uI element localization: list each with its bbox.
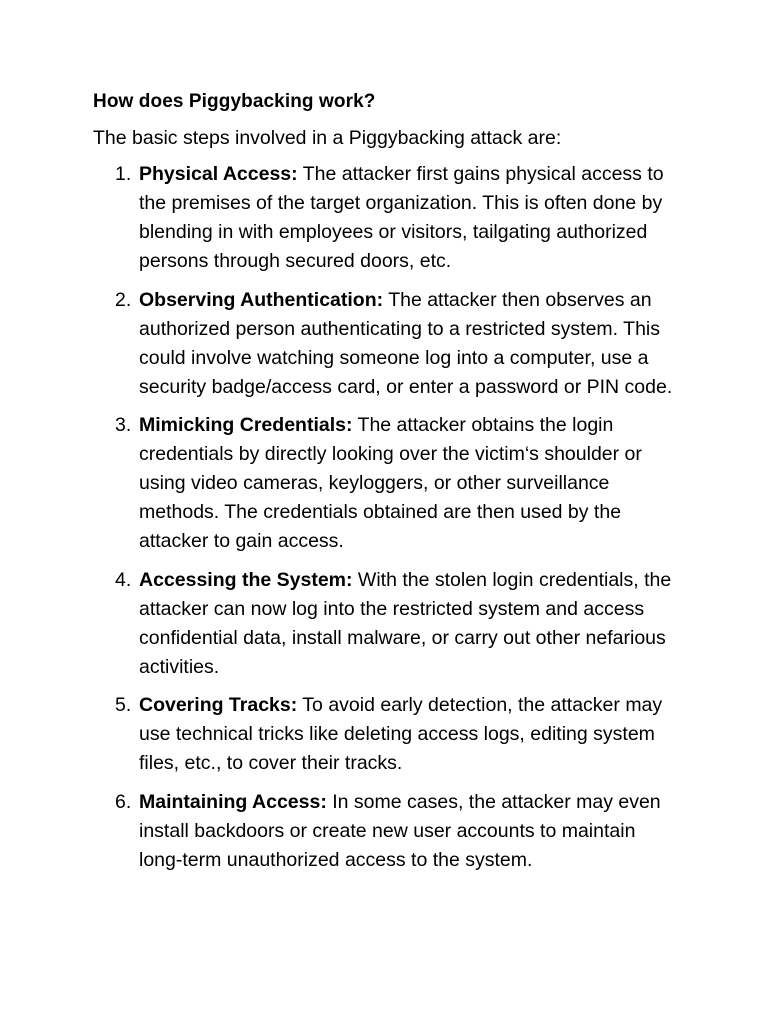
list-item-text: The attacker obtains the login credentials by directly looking over the victim‘s shoulder or using video cameras, keyloggers, or other surveillance methods. The credentials obtained are then used by the attacker to gain access. bbox=[139, 414, 642, 552]
list-item-term: Physical Access: bbox=[139, 163, 298, 185]
list-item-text: To avoid early detection, the attacker may use technical tricks like deleting access logs, editing system files, etc., to cover their tracks. bbox=[139, 694, 663, 774]
list-item-number: 6. bbox=[115, 790, 132, 813]
section-heading: How does Piggybacking work? bbox=[93, 91, 376, 112]
list-item-number: 3. bbox=[115, 414, 132, 436]
list-item-text: With the stolen login credentials, the attacker can now log into the restricted system and access confidential data, install malware, or carry out other nefarious activities. bbox=[139, 568, 672, 678]
document-page bbox=[93, 86, 683, 884]
list-item-term: Maintaining Access: bbox=[139, 790, 327, 813]
steps-list bbox=[93, 160, 683, 875]
list-item-number: 5. bbox=[115, 694, 132, 716]
list-item bbox=[93, 691, 683, 778]
list-item-term: Accessing the System: bbox=[139, 568, 353, 591]
list-item-number: 2. bbox=[115, 288, 132, 311]
list-item-text: The attacker first gains physical access to the premises of the target organization. This is often done by blending in with employees or visitors, tailgating authorized persons through secured doors, etc. bbox=[139, 163, 664, 272]
list-item-term: Observing Authentication: bbox=[139, 288, 384, 311]
list-item bbox=[93, 788, 683, 875]
list-item bbox=[93, 286, 683, 402]
list-item-term: Covering Tracks: bbox=[139, 694, 298, 716]
intro-paragraph: The basic steps involved in a Piggybacking attack are: bbox=[93, 127, 562, 149]
list-item bbox=[93, 160, 683, 276]
list-item-text: In some cases, the attacker may even install backdoors or create new user accounts to maintain long-term unauthorized access to the system. bbox=[139, 790, 661, 871]
list-item-number: 1. bbox=[115, 163, 132, 185]
list-item-number: 4. bbox=[115, 568, 132, 591]
list-item bbox=[93, 411, 683, 556]
list-item-text: The attacker then observes an authorized person authenticating to a restricted system. This could involve watching someone log into a computer, use a security badge/access card, or enter a password or PIN code. bbox=[139, 288, 673, 398]
list-item-term: Mimicking Credentials: bbox=[139, 414, 353, 436]
list-item bbox=[93, 566, 683, 682]
